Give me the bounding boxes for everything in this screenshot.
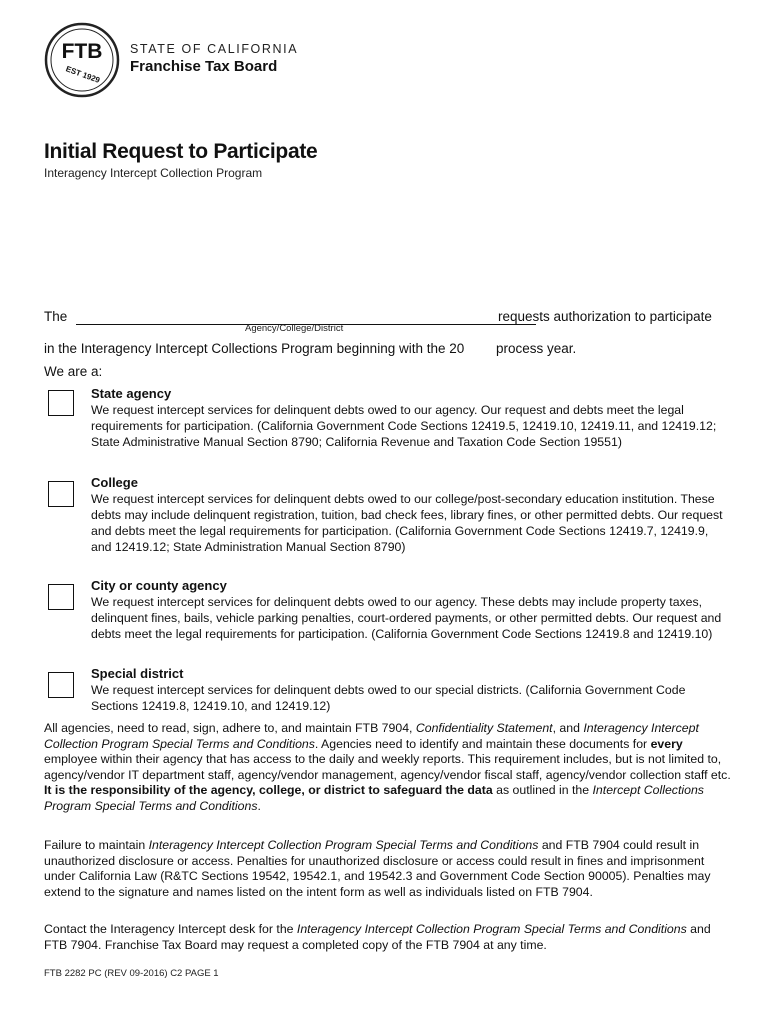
agency-request-line [44,309,724,324]
option-description: We request intercept services for delinquent debts owed to our agency. These debts may include property taxes, delinquent fines, bails, vehicle parking penalties, court-ordered payments, or other permitted debts. Our request and debts meet the legal requirements for participation. (California Government Code Sections 12419.8 and 12419.10) [91,595,722,641]
option-description: We request intercept services for delinquent debts owed to our college/post-secondary education institution. These debts may include delinquent registration, tuition, bad check fees, library fines, or other permitted debts. Our request and debts meet the legal requirements for participation. (California Government Code Sections 12419.7, 12419.9, and 12419.12; State Administration Manual Section 8790) [91,492,723,554]
agency-field-caption: Agency/College/District [245,323,344,334]
para-bold: It is the responsibility of the agency, college, or district to safeguard the data [44,783,493,797]
para-text: and FTB 7904. Franchise Tax Board may request a completed copy of the FTB 7904 at any time. [44,922,711,952]
special-district-checkbox[interactable] [48,672,74,698]
process-year-label: process year. [496,341,577,356]
option-description: We request intercept services for delinquent debts owed to our special districts. (California Government Code Sections 12419.8, 12419.10, and 12419.12) [91,683,686,713]
option-title: Special district [91,666,184,681]
option-title: City or county agency [91,578,227,593]
franchise-tax-board-label: Franchise Tax Board [130,58,278,75]
option-title: State agency [91,386,172,401]
agency-responsibility-paragraph [44,721,734,814]
contact-paragraph [44,922,734,953]
para-italic: Interagency Intercept Collection Program Special Terms and Conditions [296,922,687,936]
form-subtitle: Interagency Intercept Collection Program [44,166,263,180]
failure-penalties-paragraph [44,838,734,900]
para-text: . [257,798,261,813]
para-text: All agencies, need to read, sign, adhere to, and maintain FTB 7904, [44,721,416,735]
form-title: Initial Request to Participate [44,140,318,163]
para-text: , and [552,721,584,735]
para-italic: Interagency Intercept Collection Program Special Terms and Conditions [44,721,699,751]
ftb-logo [44,22,120,98]
city-county-checkbox[interactable] [48,584,74,610]
para-text: Failure to maintain [44,838,149,852]
college-checkbox[interactable] [48,481,74,507]
para-bold: every [650,736,683,751]
para-text: Contact the Interagency Intercept desk for the [44,922,297,936]
program-year-text: in the Interagency Intercept Collections Program beginning with the 20 [44,341,465,356]
form-footer: FTB 2282 PC (REV 09-2016) C2 PAGE 1 [44,968,219,979]
para-text: employee within their agency that has access to the daily and weekly reports. This requirement includes, but is not limited to, agency/vendor IT department staff, agency/vendor management, agency/vendor fiscal staff, agency/vendor collection staff etc. [44,752,731,782]
para-italic: Intercept Collections Program Special Terms and Conditions [44,783,704,813]
para-text: as outlined in the [492,783,593,797]
we-are-label: We are a: [44,364,103,379]
option-description: We request intercept services for delinquent debts owed to our agency. Our request and debts meet the legal requirements for participation. (California Government Code Sections 12419.5, 12419.10, 12419.11, and 12419.12; State Administrative Manual Section 8790; California Revenue and Taxation Code Section 19551) [91,403,717,449]
svg-text:FTB: FTB [61,40,103,63]
option-title: College [91,475,138,490]
requests-label: requests authorization to participate [498,309,712,324]
state-agency-checkbox[interactable] [48,390,74,416]
the-label: The [44,309,68,324]
para-italic: Confidentiality Statement [415,721,553,735]
para-text: . Agencies need to identify and maintain these documents for [314,736,651,751]
state-of-california-label: STATE OF CALIFORNIA [130,42,299,56]
para-italic: Interagency Intercept Collection Program Special Terms and Conditions [148,838,539,852]
svg-text:EST 1929: EST 1929 [64,64,102,85]
para-text: and FTB 7904 could result in unauthorized disclosure or access. Penalties for unauthorized disclosure or access could result in fines and imprisonment under California Law (R&TC Sections 19542, 19542.1, and 19542.3 and Government Code Section 90005). Penalties may extend to the signature and names listed on the intent form as well as individuals listed on FTB 7904. [44,838,711,899]
